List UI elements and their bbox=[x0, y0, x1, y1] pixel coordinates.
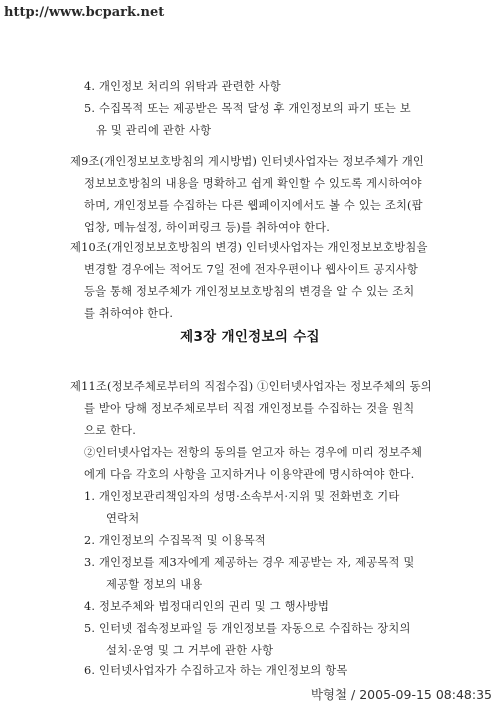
list-item-1: 1. 개인정보관리책임자의 성명·소속부서·지위 및 전화번호 기타 bbox=[84, 490, 400, 503]
article-9-line-2: 정보보호방침의 내용을 명확하고 쉽게 확인할 수 있도록 게시하여야 bbox=[84, 177, 422, 190]
list-item-6: 6. 인터넷사업자가 수집하고자 하는 개인정보의 항목 bbox=[84, 664, 348, 677]
item-4-line: 4. 개인정보 처리의 위탁과 관련한 사항 bbox=[84, 80, 281, 93]
article-9-line-1: 제9조(개인정보보호방침의 게시방법) 인터넷사업자는 정보주체가 개인 bbox=[70, 155, 425, 168]
list-item-3-cont: 제공할 정보의 내용 bbox=[106, 578, 203, 591]
list-item-5-cont: 설치·운영 및 그 거부에 관한 사항 bbox=[106, 644, 274, 657]
paragraph-2-line-2: 에게 다음 각호의 사항을 고지하거나 이용약관에 명시하여야 한다. bbox=[84, 468, 415, 481]
item-5-line: 5. 수집목적 또는 제공받은 목적 달성 후 개인정보의 파기 또는 보 bbox=[84, 102, 411, 115]
footer-stamp: 박형철 / 2005-09-15 08:48:35 bbox=[310, 687, 492, 702]
article-10-line-3: 등을 통해 정보주체가 개인정보보호방침의 변경을 알 수 있는 조치 bbox=[84, 285, 415, 298]
article-10-line-4: 를 취하여야 한다. bbox=[84, 307, 174, 320]
article-10-line-1: 제10조(개인정보보호방침의 변경) 인터넷사업자는 개인정보보호방침을 bbox=[70, 241, 428, 254]
chapter-heading: 제3장 개인정보의 수집 bbox=[180, 329, 320, 345]
article-11-line-2: 를 받아 당해 정보주체로부터 직접 개인정보를 수집하는 것을 원칙 bbox=[84, 402, 415, 415]
list-item-1-cont: 연락처 bbox=[106, 512, 140, 525]
list-item-5: 5. 인터넷 접속정보파일 등 개인정보를 자동으로 수집하는 장치의 bbox=[84, 622, 411, 635]
article-9-line-3: 하며, 개인정보를 수집하는 다른 웹페이지에서도 볼 수 있는 조치(팝 bbox=[84, 199, 423, 212]
list-item-4: 4. 정보주체와 법정대리인의 권리 및 그 행사방법 bbox=[84, 600, 330, 613]
list-item-3: 3. 개인정보를 제3자에게 제공하는 경우 제공받는 자, 제공목적 및 bbox=[84, 556, 415, 569]
article-11-line-3: 으로 한다. bbox=[84, 424, 137, 437]
site-watermark: http://www.bcpark.net bbox=[4, 5, 165, 20]
paragraph-2-line-1: ②인터넷사업자는 전항의 동의를 얻고자 하는 경우에 미리 정보주체 bbox=[84, 446, 423, 459]
article-9-line-4: 업창, 메뉴설정, 하이퍼링크 등)를 취하여야 한다. bbox=[84, 221, 331, 234]
article-10-line-2: 변경할 경우에는 적어도 7일 전에 전자우편이나 웹사이트 공지사항 bbox=[84, 263, 418, 276]
list-item-2: 2. 개인정보의 수집목적 및 이용목적 bbox=[84, 534, 266, 547]
article-11-line-1: 제11조(정보주체로부터의 직접수집) ①인터넷사업자는 정보주체의 동의 bbox=[70, 380, 432, 393]
item-5-cont-line: 유 및 관리에 관한 사항 bbox=[96, 124, 212, 137]
